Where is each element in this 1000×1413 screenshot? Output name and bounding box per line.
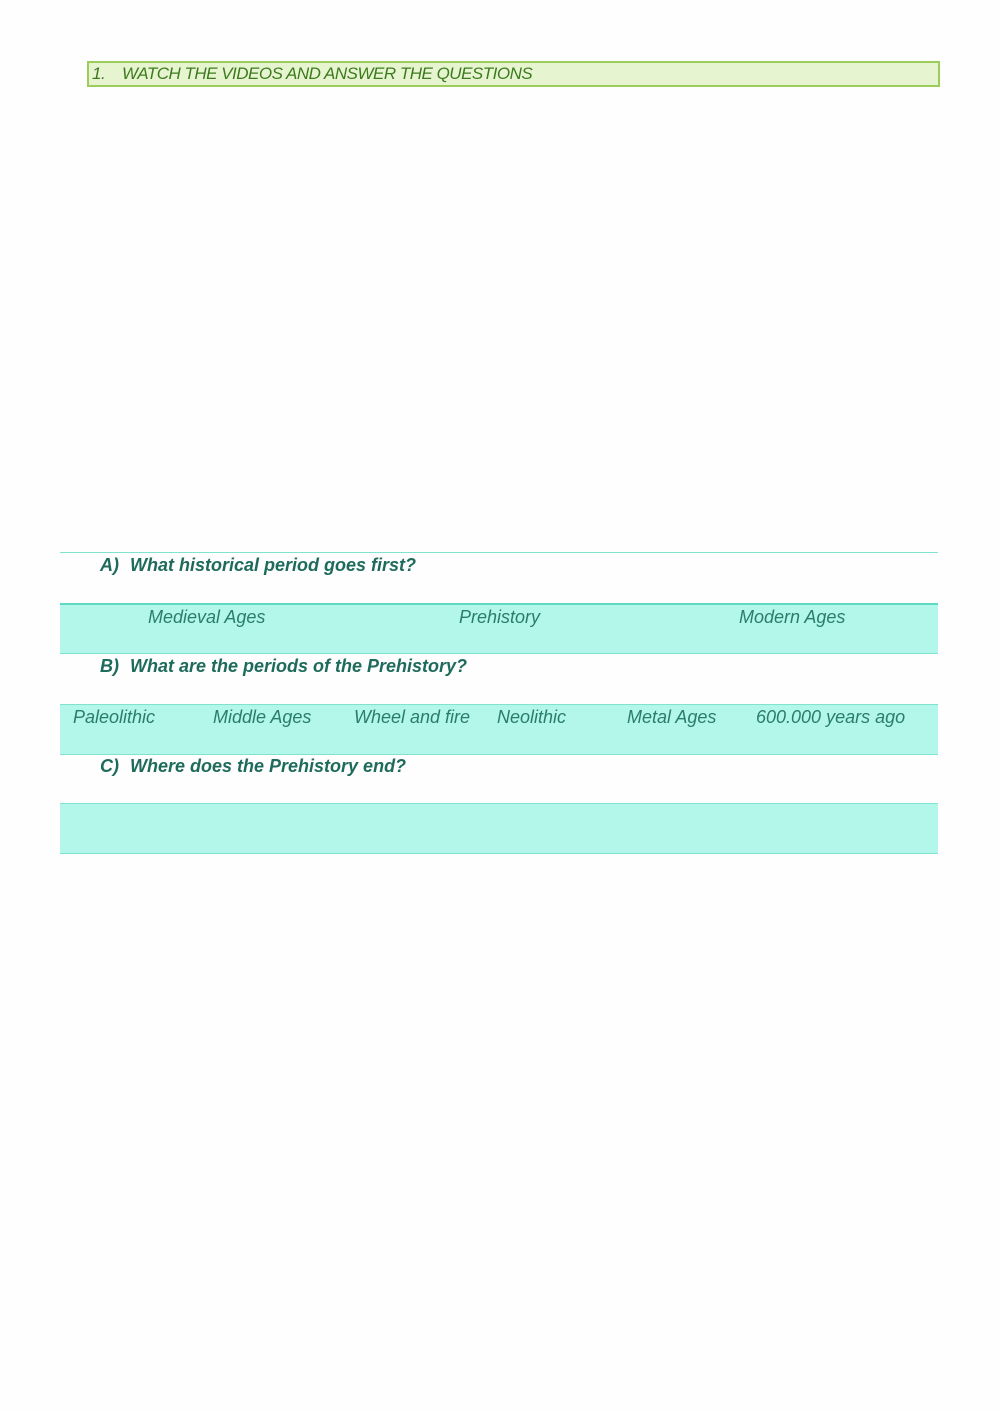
instruction-heading — [87, 61, 940, 87]
question-b — [60, 654, 938, 704]
question-c — [60, 754, 938, 804]
question-letter: C) — [100, 756, 119, 776]
question-letter: B) — [100, 656, 119, 676]
instruction-text: WATCH THE VIDEOS AND ANSWER THE QUESTIONS — [122, 64, 533, 83]
option-middle-ages[interactable]: Middle Ages — [213, 707, 312, 727]
option-wheel-and-fire[interactable]: Wheel and fire — [354, 707, 471, 727]
question-text: What historical period goes first? — [130, 555, 417, 575]
option-prehistory[interactable]: Prehistory — [459, 607, 541, 627]
question-text: Where does the Prehistory end? — [130, 756, 407, 776]
instruction-number: 1. — [92, 64, 106, 83]
option-modern-ages[interactable]: Modern Ages — [739, 607, 846, 627]
option-paleolithic[interactable]: Paleolithic — [73, 707, 156, 727]
question-text: What are the periods of the Prehistory? — [130, 656, 468, 676]
option-600000-years-ago[interactable]: 600.000 years ago — [756, 707, 906, 727]
answer-row-c[interactable] — [60, 803, 938, 854]
option-neolithic[interactable]: Neolithic — [497, 707, 567, 727]
option-medieval-ages[interactable]: Medieval Ages — [148, 607, 266, 627]
option-metal-ages[interactable]: Metal Ages — [627, 707, 717, 727]
answer-row-b — [60, 704, 938, 755]
question-a — [60, 552, 938, 602]
answer-row-a — [60, 603, 938, 654]
question-letter: A) — [100, 555, 119, 575]
